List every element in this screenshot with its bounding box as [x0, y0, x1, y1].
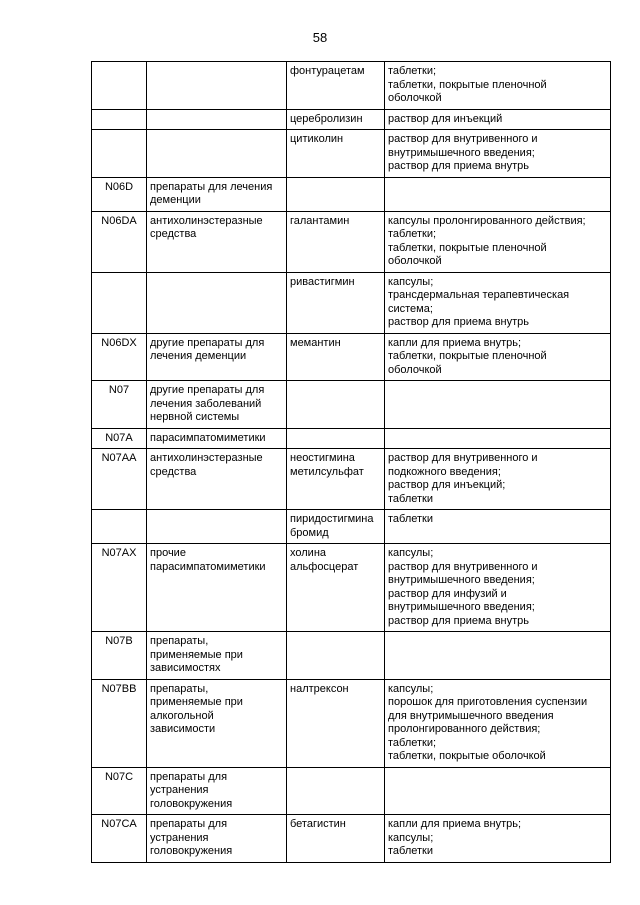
- group-name-cell: [147, 510, 287, 544]
- drug-name-cell: [287, 381, 385, 429]
- group-name-cell: препараты для лечения деменции: [147, 177, 287, 211]
- atc-code-cell: N06D: [92, 177, 147, 211]
- drug-table: [91, 61, 611, 863]
- dosage-form-cell: таблетки: [385, 510, 611, 544]
- table-row: [92, 679, 611, 767]
- group-name-cell: препараты, применяемые при зависимостях: [147, 632, 287, 680]
- table-row: [92, 272, 611, 333]
- drug-name-cell: бетагистин: [287, 815, 385, 863]
- group-name-cell: [147, 272, 287, 333]
- table-row: [92, 428, 611, 449]
- atc-code-cell: N06DX: [92, 333, 147, 381]
- table-row: [92, 815, 611, 863]
- atc-code-cell: N07CA: [92, 815, 147, 863]
- drug-name-cell: церебролизин: [287, 109, 385, 130]
- group-name-cell: антихолинэстеразные средства: [147, 449, 287, 510]
- drug-name-cell: неостигмина метилсульфат: [287, 449, 385, 510]
- dosage-form-cell: капсулы; трансдермальная терапевтическая система; раствор для приема внутрь: [385, 272, 611, 333]
- atc-code-cell: [92, 272, 147, 333]
- dosage-form-cell: капли для приема внутрь; таблетки, покрытые пленочной оболочкой: [385, 333, 611, 381]
- table-row: [92, 544, 611, 632]
- atc-code-cell: N07A: [92, 428, 147, 449]
- drug-name-cell: [287, 428, 385, 449]
- table-row: [92, 767, 611, 815]
- table-body: [92, 62, 611, 863]
- drug-name-cell: ривастигмин: [287, 272, 385, 333]
- atc-code-cell: [92, 109, 147, 130]
- drug-name-cell: [287, 177, 385, 211]
- table-row: [92, 177, 611, 211]
- atc-code-cell: N07BB: [92, 679, 147, 767]
- drug-name-cell: фонтурацетам: [287, 62, 385, 110]
- dosage-form-cell: раствор для внутривенного и внутримышечного введения; раствор для приема внутрь: [385, 130, 611, 178]
- group-name-cell: [147, 130, 287, 178]
- table-row: [92, 109, 611, 130]
- table-row: [92, 130, 611, 178]
- group-name-cell: другие препараты для лечения заболеваний нервной системы: [147, 381, 287, 429]
- atc-code-cell: N07AX: [92, 544, 147, 632]
- group-name-cell: [147, 62, 287, 110]
- atc-code-cell: [92, 510, 147, 544]
- group-name-cell: прочие парасимпатомиметики: [147, 544, 287, 632]
- drug-name-cell: холина альфосцерат: [287, 544, 385, 632]
- dosage-form-cell: [385, 428, 611, 449]
- dosage-form-cell: капсулы; порошок для приготовления суспензии для внутримышечного введения пролонгированного действия; таблетки; таблетки, покрытые оболочкой: [385, 679, 611, 767]
- group-name-cell: препараты для устранения головокружения: [147, 815, 287, 863]
- atc-code-cell: [92, 62, 147, 110]
- dosage-form-cell: раствор для внутривенного и подкожного введения; раствор для инъекций; таблетки: [385, 449, 611, 510]
- table-row: [92, 632, 611, 680]
- table-row: [92, 333, 611, 381]
- drug-name-cell: мемантин: [287, 333, 385, 381]
- table-row: [92, 381, 611, 429]
- dosage-form-cell: капли для приема внутрь; капсулы; таблетки: [385, 815, 611, 863]
- page-number: 58: [312, 30, 328, 45]
- dosage-form-cell: [385, 767, 611, 815]
- drug-name-cell: [287, 632, 385, 680]
- atc-code-cell: N07AA: [92, 449, 147, 510]
- dosage-form-cell: [385, 177, 611, 211]
- dosage-form-cell: капсулы; раствор для внутривенного и внутримышечного введения; раствор для инфузий и внутримышечного введения; раствор для приема внутрь: [385, 544, 611, 632]
- drug-name-cell: [287, 767, 385, 815]
- drug-name-cell: галантамин: [287, 211, 385, 272]
- group-name-cell: антихолинэстеразные средства: [147, 211, 287, 272]
- atc-code-cell: [92, 130, 147, 178]
- dosage-form-cell: [385, 381, 611, 429]
- drug-name-cell: цитиколин: [287, 130, 385, 178]
- group-name-cell: препараты для устранения головокружения: [147, 767, 287, 815]
- group-name-cell: [147, 109, 287, 130]
- group-name-cell: другие препараты для лечения деменции: [147, 333, 287, 381]
- group-name-cell: парасимпатомиметики: [147, 428, 287, 449]
- drug-name-cell: пиридостигмина бромид: [287, 510, 385, 544]
- group-name-cell: препараты, применяемые при алкогольной зависимости: [147, 679, 287, 767]
- table-row: [92, 510, 611, 544]
- atc-code-cell: N07C: [92, 767, 147, 815]
- atc-code-cell: N07B: [92, 632, 147, 680]
- dosage-form-cell: капсулы пролонгированного действия; таблетки; таблетки, покрытые пленочной оболочкой: [385, 211, 611, 272]
- dosage-form-cell: таблетки; таблетки, покрытые пленочной оболочкой: [385, 62, 611, 110]
- dosage-form-cell: [385, 632, 611, 680]
- table-row: [92, 211, 611, 272]
- drug-name-cell: налтрексон: [287, 679, 385, 767]
- table-row: [92, 62, 611, 110]
- dosage-form-cell: раствор для инъекций: [385, 109, 611, 130]
- atc-code-cell: N06DA: [92, 211, 147, 272]
- atc-code-cell: N07: [92, 381, 147, 429]
- table-row: [92, 449, 611, 510]
